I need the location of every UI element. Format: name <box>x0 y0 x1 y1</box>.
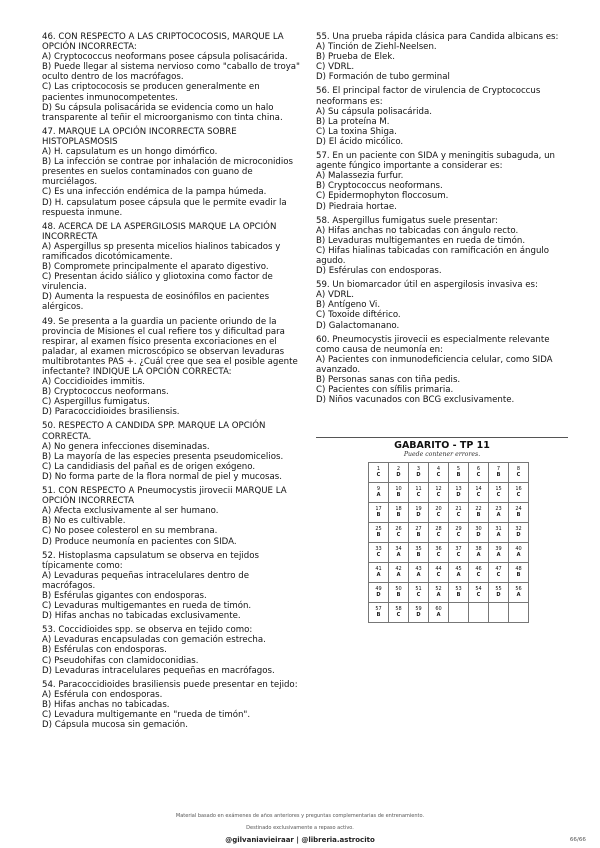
answer-option: C) La toxina Shiga. <box>316 126 397 137</box>
answer-key-subtitle: Puede contener errores. <box>403 451 481 458</box>
question-number: 39 <box>495 545 502 552</box>
answer-option: C) Pseudohifas con clamidoconidias. <box>42 655 199 666</box>
question-block <box>316 86 570 147</box>
answer-cell <box>489 483 509 503</box>
answer-cell <box>449 483 469 503</box>
answer-cell <box>449 543 469 563</box>
footer-note: Material basado en exámenes de años anteriores y preguntas complementarias de entrenamiento. <box>175 813 425 819</box>
answer-cell <box>409 503 429 523</box>
question-block <box>42 625 304 675</box>
answer-option: B) Cryptococcus neoformans. <box>42 387 169 398</box>
question-number: 56 <box>515 585 522 592</box>
question-number: 12 <box>435 485 442 492</box>
answer-option: A) Afecta exclusivamente al ser humano. <box>42 506 219 517</box>
question-stem: 56. El principal factor de virulencia de Cryptococcus neoformans es: <box>316 86 541 107</box>
answer-cell <box>449 563 469 583</box>
answer-letter: C <box>476 591 481 598</box>
answer-cell <box>469 603 489 623</box>
question-stem: 60. Pneumocystis jirovecii es especialmente relevante como causa de neumonía en: <box>316 334 550 355</box>
question-number: 4 <box>436 465 441 472</box>
question-number: 53 <box>455 585 462 592</box>
answer-letter: C <box>436 571 441 578</box>
question-number: 6 <box>476 465 481 472</box>
answer-option: C) No posee colesterol en su membrana. <box>42 526 218 537</box>
answer-letter: B <box>516 571 521 578</box>
answer-cell <box>389 483 409 503</box>
answer-letter: C <box>476 471 481 478</box>
answer-cell <box>409 563 429 583</box>
answer-option: C) Levaduras multigemantes en rueda de timón. <box>42 601 252 612</box>
answer-cell <box>429 583 449 603</box>
question-number: 40 <box>515 545 522 552</box>
answer-letter: A <box>376 491 381 498</box>
question-number: 36 <box>435 545 442 552</box>
answer-cell <box>449 523 469 543</box>
answer-cell <box>449 583 469 603</box>
question-number: 22 <box>475 505 482 512</box>
answer-option: C) Pacientes con sífilis primaria. <box>316 385 454 396</box>
answer-option: B) Prueba de Elek. <box>316 52 396 63</box>
answer-letter: B <box>396 491 401 498</box>
question-number: 23 <box>495 505 502 512</box>
question-number: 60 <box>435 605 442 612</box>
question-number: 41 <box>375 565 382 572</box>
question-number: 30 <box>475 525 482 532</box>
answer-letter: A <box>496 531 501 538</box>
answer-option: B) Puede llegar al sistema nervioso como "caballo de troya" oculto dentro de los macrófagos. <box>42 62 301 83</box>
answer-cell <box>409 523 429 543</box>
divider <box>316 437 568 438</box>
question-number: 51 <box>415 585 422 592</box>
answer-option: D) Produce neumonía en pacientes con SIDA. <box>42 536 237 547</box>
answer-option: A) Malassezia furfur. <box>316 171 404 182</box>
question-stem: 47. MARQUE LA OPCIÓN INCORRECTA SOBRE HISTOPLASMOSIS <box>42 126 237 147</box>
answer-letter: D <box>416 511 421 518</box>
answer-cell <box>369 523 389 543</box>
footer-note-2: Destinado exclusivamente a repaso activo. <box>246 825 354 831</box>
question-number: 55 <box>495 585 502 592</box>
answer-cell <box>509 463 529 483</box>
answer-cell <box>489 583 509 603</box>
question-number: 45 <box>455 565 462 572</box>
answer-cell <box>429 503 449 523</box>
answer-row <box>369 583 529 603</box>
answer-letter: C <box>376 471 381 478</box>
answer-cell <box>389 543 409 563</box>
answer-option: B) La mayoría de las especies presenta pseudomicelios. <box>42 451 284 462</box>
answer-cell <box>429 463 449 483</box>
question-stem: 53. Coccidioides spp. se observa en tejido como: <box>42 625 253 636</box>
answer-letter: B <box>396 591 401 598</box>
answer-option: A) H. capsulatum es un hongo dimórfico. <box>42 147 218 158</box>
question-block <box>42 421 304 482</box>
question-number: 48 <box>515 565 522 572</box>
answer-letter: D <box>456 491 461 498</box>
question-number: 43 <box>415 565 422 572</box>
answer-option: B) Esférulas gigantes con endosporas. <box>42 590 207 601</box>
question-number: 32 <box>515 525 522 532</box>
answer-letter: D <box>516 531 521 538</box>
answer-cell <box>429 483 449 503</box>
question-number: 9 <box>376 485 381 492</box>
question-number: 10 <box>395 485 402 492</box>
answer-letter: C <box>476 571 481 578</box>
question-stem: 57. En un paciente con SIDA y meningitis subaguda, un agente fúngico importante a considerar es: <box>316 151 556 172</box>
question-number: 34 <box>395 545 402 552</box>
answer-cell <box>489 503 509 523</box>
question-number: 58 <box>395 605 402 612</box>
question-number: 13 <box>455 485 462 492</box>
answer-option: D) Esférulas con endosporas. <box>316 266 442 277</box>
answer-option: D) Su cápsula polisacárida se evidencia como un halo transparente al teñir el microorganismo con tinta china. <box>42 102 283 123</box>
question-number: 21 <box>455 505 462 512</box>
question-stem: 54. Paracoccidioides brasiliensis puede presentar en tejido: <box>42 679 298 690</box>
question-number: 19 <box>415 505 422 512</box>
answer-option: A) Cryptococcus neoformans posee cápsula polisacárida. <box>42 52 288 63</box>
answer-letter: D <box>376 591 381 598</box>
answer-cell <box>389 503 409 523</box>
question-number: 49 <box>375 585 382 592</box>
answer-option: C) Presentan ácido siálico y gliotoxina como factor de virulencia. <box>42 272 273 293</box>
answer-option: C) Levadura multigemante en "rueda de timón". <box>42 710 251 720</box>
answer-cell <box>409 583 429 603</box>
left-column <box>42 32 304 734</box>
answer-option: B) Hifas anchas no tabicadas. <box>42 699 170 710</box>
question-number: 5 <box>456 465 461 472</box>
answer-option: B) Levaduras multigemantes en rueda de timón. <box>316 235 526 246</box>
answer-letter: A <box>416 571 421 578</box>
answer-option: A) VDRL. <box>316 290 354 301</box>
answer-cell <box>449 503 469 523</box>
question-number: 57 <box>375 605 382 612</box>
answer-cell <box>369 463 389 483</box>
answer-option: D) Aumenta la respuesta de eosinófilos en pacientes alérgicos. <box>42 292 270 313</box>
answer-letter: C <box>376 551 381 558</box>
question-number: 42 <box>395 565 402 572</box>
answer-letter: C <box>436 491 441 498</box>
answer-option: A) Levaduras pequeñas intracelulares dentro de macrófagos. <box>42 570 249 591</box>
answer-letter: D <box>476 531 481 538</box>
question-number: 38 <box>475 545 482 552</box>
answer-option: D) H. capsulatum posee cápsula que le permite evadir la respuesta inmune. <box>42 197 287 218</box>
answer-option: C) Es una infección endémica de la pampa húmeda. <box>42 187 267 198</box>
answer-cell <box>409 543 429 563</box>
question-number: 18 <box>395 505 402 512</box>
answer-cell <box>469 483 489 503</box>
answer-cell <box>429 523 449 543</box>
answer-letter: C <box>396 531 401 538</box>
question-stem: 58. Aspergillus fumigatus suele presentar: <box>316 215 498 226</box>
answer-cell <box>369 603 389 623</box>
question-block <box>316 216 570 277</box>
question-number: 37 <box>455 545 462 552</box>
answer-option: D) Formación de tubo germinal <box>316 72 450 83</box>
answer-option: B) Personas sanas con tiña pedis. <box>316 375 461 385</box>
answer-letter: A <box>396 571 401 578</box>
answer-cell <box>489 543 509 563</box>
answer-letter: C <box>516 491 521 498</box>
question-stem: 51. CON RESPECTO A Pneumocystis jirovecii MARQUE LA OPCIÓN INCORRECTA <box>42 486 287 507</box>
question-number: 29 <box>455 525 462 532</box>
question-stem: 52. Histoplasma capsulatum se observa en tejidos típicamente como: <box>42 550 259 571</box>
answer-option: A) Coccidioides immitis. <box>42 377 145 388</box>
question-stem: 49. Se presenta a la guardia un paciente oriundo de la provincia de Misiones el cual refiere tos y dificultad para respirar, al examen físico presenta excoriaciones en el paladar, al examen microscópico se observan levaduras multibrotantes PAS +. ¿Cuál cree que sea el posible agente infectante? INDIQUE LA OPCIÓN CORRECTA: <box>42 316 298 377</box>
answer-cell <box>509 483 529 503</box>
question-number: 20 <box>435 505 442 512</box>
page-number: 66/66 <box>569 837 586 843</box>
answer-cell <box>369 483 389 503</box>
question-stem: 59. Un biomarcador útil en aspergilosis invasiva es: <box>316 280 538 291</box>
answer-option: D) Piedraia hortae. <box>316 201 397 212</box>
question-stem: 50. RESPECTO A CANDIDA SPP. MARQUE LA OPCIÓN CORRECTA. <box>42 421 266 442</box>
answer-option: A) Hifas anchas no tabicadas con ángulo recto. <box>316 225 519 236</box>
answer-letter: C <box>516 471 521 478</box>
answer-cell <box>469 543 489 563</box>
answer-cell <box>369 503 389 523</box>
question-block <box>42 486 304 547</box>
answer-cell <box>509 583 529 603</box>
answer-row <box>369 463 529 483</box>
answer-letter: A <box>436 591 441 598</box>
answer-cell <box>389 563 409 583</box>
answer-cell <box>489 523 509 543</box>
answer-cell <box>389 523 409 543</box>
answer-key <box>316 437 568 623</box>
question-block <box>42 680 304 730</box>
question-number: 52 <box>435 585 442 592</box>
answer-cell <box>429 543 449 563</box>
answer-cell <box>369 563 389 583</box>
answer-row <box>369 503 529 523</box>
answer-letter: D <box>396 471 401 478</box>
answer-cell <box>389 603 409 623</box>
answer-row <box>369 523 529 543</box>
question-block <box>316 32 570 82</box>
answer-cell <box>489 563 509 583</box>
answer-option: D) El ácido micólico. <box>316 136 404 147</box>
question-number: 47 <box>495 565 502 572</box>
question-block <box>316 335 570 406</box>
answer-option: D) Hifas anchas no tabicadas exclusivamente. <box>42 611 241 622</box>
answer-letter: C <box>396 611 401 618</box>
answer-option: B) Antígeno Vi. <box>316 300 381 311</box>
answer-option: C) Epidermophyton floccosum. <box>316 191 449 202</box>
answer-row <box>369 543 529 563</box>
question-number: 11 <box>415 485 422 492</box>
answer-option: D) Niños vacunados con BCG exclusivamente. <box>316 395 515 406</box>
answer-row <box>369 483 529 503</box>
answer-cell <box>469 563 489 583</box>
answer-letter: A <box>376 571 381 578</box>
answer-option: B) La proteína M. <box>316 116 390 127</box>
answer-option: B) Cryptococcus neoformans. <box>316 181 443 192</box>
question-number: 27 <box>415 525 422 532</box>
answer-key-title: GABARITO - TP 11 <box>394 440 490 451</box>
answer-letter: C <box>416 591 421 598</box>
answer-letter: C <box>456 531 461 538</box>
question-number: 25 <box>375 525 382 532</box>
answer-option: A) Su cápsula polisacárida. <box>316 106 432 117</box>
answer-cell <box>449 463 469 483</box>
answer-letter: C <box>416 491 421 498</box>
question-block <box>42 317 304 418</box>
answer-option: A) Aspergillus sp presenta micelios hialinos tabicados y ramificados dicotómicamente. <box>42 241 281 262</box>
question-number: 3 <box>416 465 421 472</box>
answer-option: D) Galactomanano. <box>316 320 400 331</box>
answer-cell <box>489 463 509 483</box>
answer-letter: C <box>456 551 461 558</box>
answer-letter: A <box>496 551 501 558</box>
answer-cell <box>429 563 449 583</box>
answer-letter: C <box>436 551 441 558</box>
answer-letter: C <box>496 491 501 498</box>
question-number: 24 <box>515 505 522 512</box>
answer-cell <box>449 603 469 623</box>
answer-option: D) No forma parte de la flora normal de piel y mucosas. <box>42 471 282 482</box>
answer-cell <box>509 523 529 543</box>
answer-letter: C <box>436 471 441 478</box>
answer-cell <box>369 543 389 563</box>
answer-cell <box>489 603 509 623</box>
answer-option: D) Paracoccidioides brasiliensis. <box>42 407 180 418</box>
question-stem: 48. ACERCA DE LA ASPERGILOSIS MARQUE LA OPCIÓN INCORRECTA <box>42 221 277 242</box>
question-number: 31 <box>495 525 502 532</box>
answer-letter: D <box>416 611 421 618</box>
answer-letter: B <box>416 531 421 538</box>
answer-option: C) La candidiasis del pañal es de origen exógeno. <box>42 461 256 472</box>
question-stem: 55. Una prueba rápida clásica para Candida albicans es: <box>316 32 559 42</box>
answer-option: A) Pacientes con inmunodeficiencia celular, como SIDA avanzado. <box>316 354 553 375</box>
answer-row <box>369 563 529 583</box>
answer-option: C) Las criptococosis se producen generalmente en pacientes inmunocompetentes. <box>42 82 260 103</box>
question-number: 59 <box>415 605 422 612</box>
question-number: 1 <box>376 465 381 472</box>
question-block <box>42 551 304 622</box>
answer-cell <box>509 543 529 563</box>
answer-option: B) No es cultivable. <box>42 516 126 527</box>
answer-letter: A <box>516 591 521 598</box>
answer-letter: B <box>476 511 481 518</box>
answer-letter: B <box>376 511 381 518</box>
question-stem: 46. CON RESPECTO A LAS CRIPTOCOCOSIS, MARQUE LA OPCIÓN INCORRECTA: <box>42 32 284 53</box>
answer-cell <box>389 583 409 603</box>
question-number: 46 <box>475 565 482 572</box>
question-number: 15 <box>495 485 502 492</box>
answer-option: D) Levaduras intracelulares pequeñas en macrófagos. <box>42 665 275 676</box>
answer-letter: B <box>396 511 401 518</box>
answer-letter: C <box>456 511 461 518</box>
question-number: 28 <box>435 525 442 532</box>
answer-cell <box>469 503 489 523</box>
answer-letter: C <box>436 531 441 538</box>
answer-letter: B <box>376 611 381 618</box>
answer-letter: A <box>516 551 521 558</box>
answer-cell <box>469 583 489 603</box>
question-block <box>316 280 570 330</box>
question-number: 7 <box>496 465 501 472</box>
answer-cell <box>409 483 429 503</box>
answer-cell <box>389 463 409 483</box>
answer-option: A) Levaduras encapsuladas con gemación estrecha. <box>42 635 266 646</box>
footer-credits: @gilvaniavieiraar | @libreria.astrocito <box>225 836 375 844</box>
right-column <box>316 32 570 409</box>
answer-letter: A <box>436 611 441 618</box>
answer-letter: A <box>476 551 481 558</box>
question-number: 2 <box>396 465 401 472</box>
answer-cell <box>469 523 489 543</box>
answer-letter: C <box>436 511 441 518</box>
answer-option: D) Cápsula mucosa sin gemación. <box>42 720 188 731</box>
question-block <box>42 32 304 123</box>
answer-option: A) No genera infecciones diseminadas. <box>42 441 210 452</box>
answer-option: B) Esférulas con endosporas. <box>42 645 167 656</box>
answer-letter: B <box>456 471 461 478</box>
answer-letter: B <box>456 591 461 598</box>
answer-option: C) Hifas hialinas tabicadas con ramificación en ángulo agudo. <box>316 245 550 266</box>
answer-cell <box>509 603 529 623</box>
answer-row <box>369 603 529 623</box>
answer-letter: C <box>496 571 501 578</box>
answer-cell <box>409 463 429 483</box>
question-number: 44 <box>435 565 442 572</box>
question-number: 33 <box>375 545 382 552</box>
question-number: 17 <box>375 505 382 512</box>
answer-cell <box>469 463 489 483</box>
question-number: 16 <box>515 485 522 492</box>
answer-option: C) Toxoide diftérico. <box>316 310 401 321</box>
answer-option: A) Esférula con endosporas. <box>42 689 163 700</box>
answer-letter: B <box>516 511 521 518</box>
answer-cell <box>509 563 529 583</box>
question-block <box>316 151 570 212</box>
answer-letter: B <box>416 551 421 558</box>
answer-option: B) Compromete principalmente el aparato digestivo. <box>42 262 269 273</box>
question-number: 8 <box>516 465 521 472</box>
answer-option: C) Aspergillus fumigatus. <box>42 397 150 408</box>
answer-letter: A <box>496 511 501 518</box>
answer-letter: A <box>396 551 401 558</box>
question-block <box>42 222 304 313</box>
question-block <box>42 127 304 218</box>
question-number: 35 <box>415 545 422 552</box>
answer-option: A) Tinción de Ziehl-Neelsen. <box>316 42 437 53</box>
answer-letter: D <box>416 471 421 478</box>
answer-cell <box>429 603 449 623</box>
answer-cell <box>409 603 429 623</box>
question-number: 50 <box>395 585 402 592</box>
answer-letter: B <box>376 531 381 538</box>
answer-option: B) La infección se contrae por inhalación de microconidios presentes en suelos contaminados con guano de murciélagos. <box>42 157 293 188</box>
question-number: 14 <box>475 485 482 492</box>
answer-letter: C <box>476 491 481 498</box>
answer-cell <box>509 503 529 523</box>
answer-grid <box>368 462 529 623</box>
answer-cell <box>369 583 389 603</box>
answer-letter: A <box>456 571 461 578</box>
answer-option: C) VDRL. <box>316 62 355 73</box>
answer-letter: D <box>496 591 501 598</box>
question-number: 54 <box>475 585 482 592</box>
answer-letter: B <box>496 471 501 478</box>
question-number: 26 <box>395 525 402 532</box>
